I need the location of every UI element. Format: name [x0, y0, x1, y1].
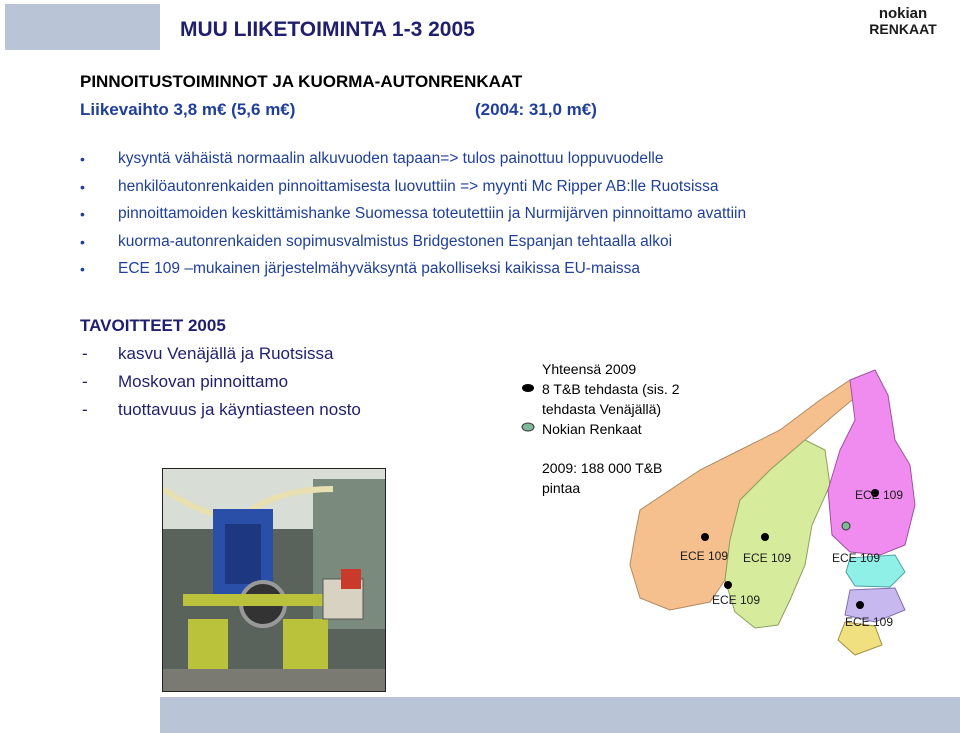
ece-label: ECE 109 — [845, 615, 894, 629]
bullet-item: • kysyntä vähäistä normaalin alkuvuoden tapaan=> tulos painottuu loppuvuodelle — [80, 148, 746, 176]
legend-russia-label: tehdasta Venäjällä) — [542, 401, 662, 417]
legend-total-label: Yhteensä 2009 — [542, 361, 637, 377]
nokian-marker-icon — [842, 522, 850, 530]
goal-item: - Moskovan pinnoittamo — [80, 370, 361, 398]
factory-marker-icon — [522, 384, 534, 392]
header-color-block — [5, 4, 160, 50]
goals-heading: TAVOITTEET 2005 — [80, 316, 226, 335]
section-heading: PINNOITUSTOIMINNOT JA KUORMA-AUTONRENKAAT — [80, 72, 523, 91]
nordic-map — [550, 340, 960, 690]
legend-factories-label: 8 T&B tehdasta (sis. 2 — [542, 381, 680, 397]
logo-bottom-text: RENKAAT — [869, 21, 937, 37]
footer-bar — [160, 697, 960, 733]
bullet-item: • ECE 109 –mukainen järjestelmähyväksyntä pakolliseksi kaikissa EU-maissa — [80, 258, 746, 286]
goal-item: - tuottavuus ja käyntiasteen nosto — [80, 398, 361, 426]
factory-marker-icon — [701, 533, 709, 541]
ece-label: ECE 109 — [680, 549, 729, 563]
ece-label: ECE 109 — [743, 551, 792, 565]
revenue-text: Liikevaihto 3,8 m€ (5,6 m€) — [80, 100, 296, 119]
ece-label: ECE 109 — [832, 551, 881, 565]
goal-item: - kasvu Venäjällä ja Ruotsissa — [80, 342, 361, 370]
legend-area-label-2: pintaa — [542, 480, 581, 496]
ece-label: ECE 109 — [855, 488, 904, 502]
goals-list — [80, 342, 361, 426]
nokian-marker-icon — [522, 423, 534, 431]
factory-marker-icon — [856, 601, 864, 609]
bullet-list — [80, 148, 746, 286]
legend-area-label: 2009: 188 000 T&B — [542, 460, 663, 476]
bullet-item: • kuorma-autonrenkaiden sopimusvalmistus Bridgestonen Espanjan tehtaalla alkoi — [80, 231, 746, 259]
nokian-renkaat-logo — [848, 4, 958, 38]
factory-marker-icon — [761, 533, 769, 541]
retread-machine-photo — [162, 468, 386, 692]
legend-markers — [520, 380, 536, 432]
bullet-item: • pinnoittamoiden keskittämishanke Suomessa toteutettiin ja Nurmijärven pinnoittamo avattiin — [80, 203, 746, 231]
bullet-item: • henkilöautonrenkaiden pinnoittamisesta luovuttiin => myynti Mc Ripper AB:lle Ruotsissa — [80, 176, 746, 204]
page-title: MUU LIIKETOIMINTA 1-3 2005 — [180, 18, 475, 41]
logo-top-text: nokian — [878, 5, 928, 22]
ece-label: ECE 109 — [712, 593, 761, 607]
factory-marker-icon — [724, 581, 732, 589]
legend-nokian-label: Nokian Renkaat — [542, 421, 642, 437]
revenue-prev-text: (2004: 31,0 m€) — [475, 100, 597, 119]
